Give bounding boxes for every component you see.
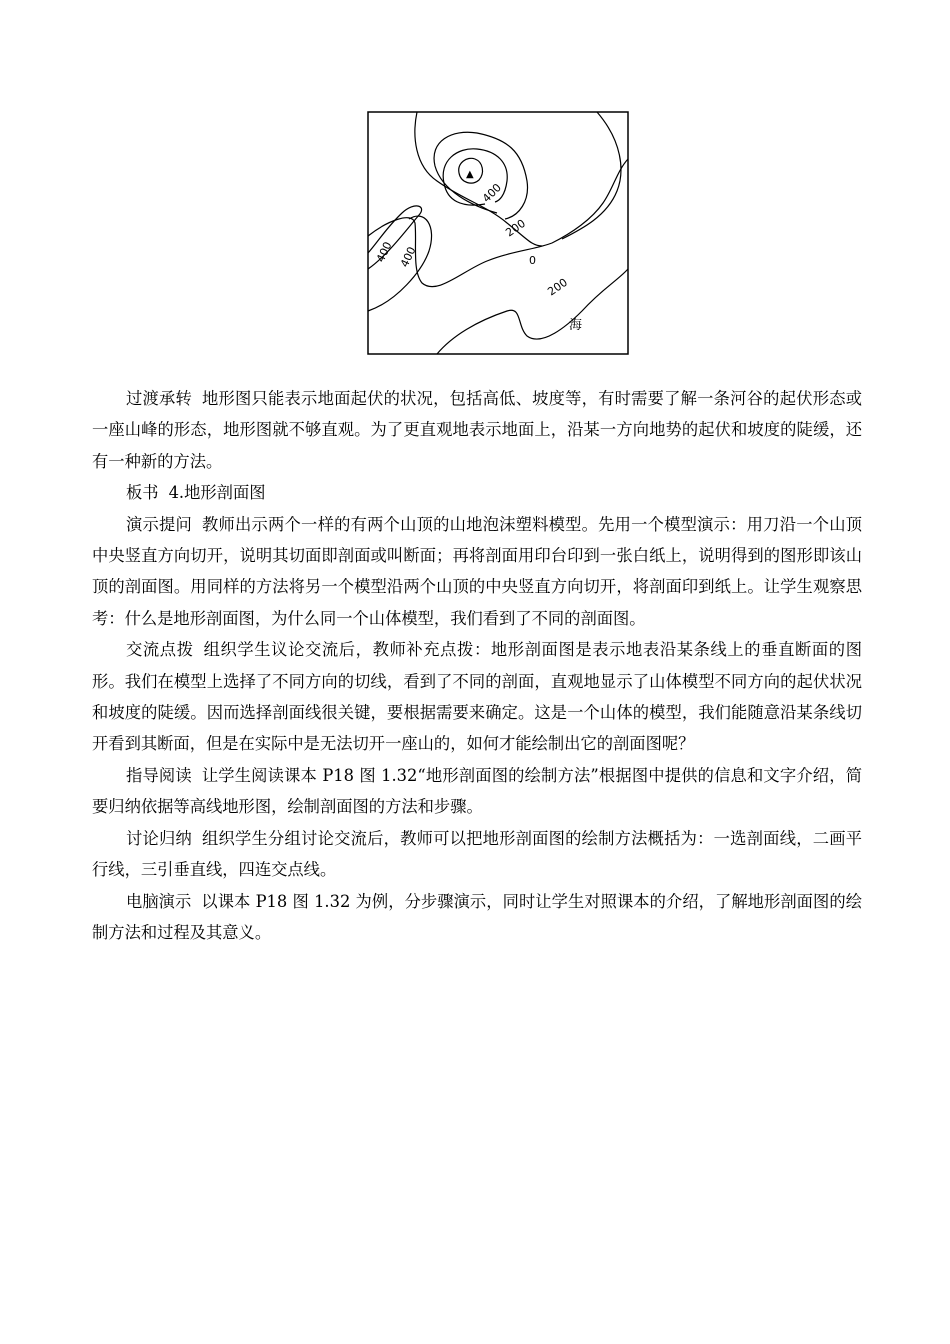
- contour-label-400-left-b: 400: [397, 244, 419, 270]
- paragraph-lead: 交流点拨: [126, 640, 194, 660]
- contour-map-figure: [367, 111, 629, 355]
- paragraph-text: 地形图只能表示地面起伏的状况，包括高低、坡度等，有时需要了解一条河谷的起伏形态或一座山峰的形态，地形图就不够直观。为了更直观地表示地面上，沿某一方向地势的起伏和坡度的陡缓，还有一种新的方法。: [92, 389, 862, 471]
- paragraph-board: [92, 477, 862, 508]
- contour-label-200-lower: 200: [545, 275, 570, 299]
- paragraph-text: 教师出示两个一样的有两个山顶的山地泡沫塑料模型。先用一个模型演示：用刀沿一个山顶中央竖直方向切开，说明其切面即剖面或叫断面；再将剖面用印台印到一张白纸上，说明得到的图形即该山顶的剖面图。用同样的方法将另一个模型沿两个山顶的中央竖直方向切开，将剖面印到纸上。让学生观察思考：什么是地形剖面图，为什么同一个山体模型，我们看到了不同的剖面图。: [92, 514, 862, 628]
- paragraph-text: 4.地形剖面图: [168, 483, 266, 503]
- document-body: [92, 383, 862, 948]
- paragraph-demo: [92, 509, 862, 635]
- map-frame: [368, 112, 628, 354]
- paragraph-lead: 指导阅读: [126, 765, 192, 785]
- paragraph-lead: 板书: [126, 483, 159, 503]
- paragraph-text: 让学生阅读课本 P18 图 1.32“地形剖面图的绘制方法”根据图中提供的信息和文字介绍，简要归纳依据等高线地形图，绘制剖面图的方法和步骤。: [92, 765, 862, 817]
- sea-label: 海: [569, 318, 583, 333]
- contour-label-400-left-a: 400: [373, 239, 395, 265]
- peak-marker: ▲: [466, 169, 474, 180]
- paragraph-lead: 讨论归纳: [126, 828, 193, 848]
- paragraph-lead: 过渡承转: [126, 389, 193, 408]
- paragraph-transition: [92, 383, 862, 477]
- contour-map: [367, 111, 629, 355]
- paragraph-reading: [92, 760, 862, 823]
- contour-label-200-peak: 200: [503, 216, 528, 240]
- paragraph-discussion: [92, 634, 862, 760]
- contour-label-400-peak: 400: [479, 181, 504, 206]
- paragraph-lead: 演示提问: [126, 514, 193, 534]
- paragraph-computer-demo: [92, 886, 862, 949]
- paragraph-summary: [92, 823, 862, 886]
- paragraph-text: 以课本 P18 图 1.32 为例，分步骤演示，同时让学生对照课本的介绍，了解地形剖面图的绘制方法和过程及其意义。: [92, 891, 862, 942]
- paragraph-text: 组织学生议论交流后，教师补充点拨：地形剖面图是表示地表沿某条线上的垂直断面的图形。我们在模型上选择了不同方向的切线，看到了不同的剖面，直观地显示了山体模型不同方向的起伏状况和坡度的陡缓。因而选择剖面线很关键，要根据需要来确定。这是一个山体的模型，我们能随意沿某条线切开看到其断面，但是在实际中是无法切开一座山的，如何才能绘制出它的剖面图呢？: [92, 640, 862, 754]
- paragraph-lead: 电脑演示: [126, 891, 192, 911]
- paragraph-text: 组织学生分组讨论交流后，教师可以把地形剖面图的绘制方法概括为：一选剖面线，二画平行线，三引垂直线，四连交点线。: [92, 828, 862, 880]
- contour-label-0: 0: [529, 254, 536, 267]
